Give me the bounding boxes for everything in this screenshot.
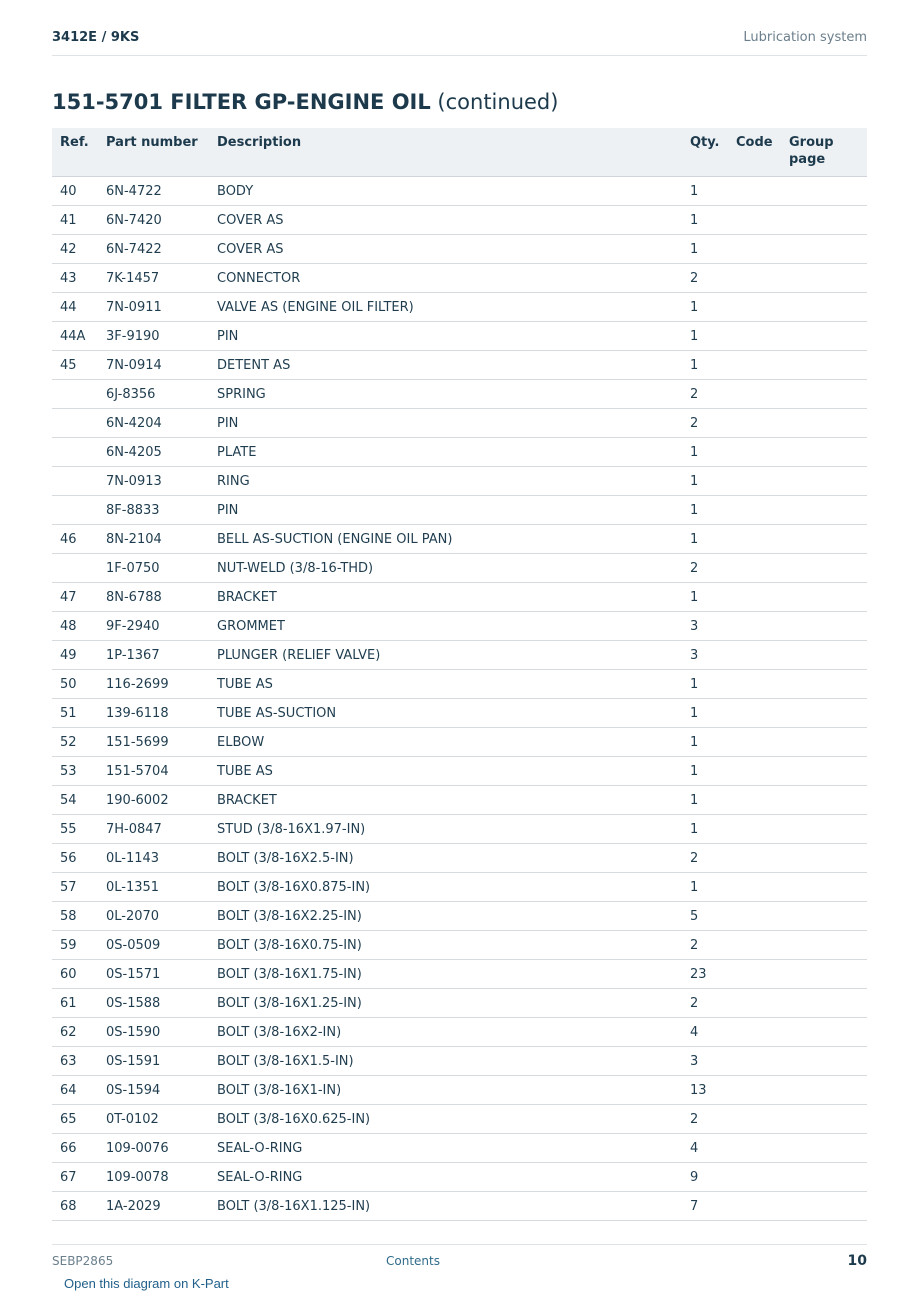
code-cell xyxy=(728,554,781,583)
group-page-cell xyxy=(781,728,867,757)
qty-cell: 1 xyxy=(682,757,728,786)
group-page-cell xyxy=(781,699,867,728)
code-cell xyxy=(728,467,781,496)
ref-cell xyxy=(52,380,98,409)
code-cell xyxy=(728,293,781,322)
description-cell: TUBE AS xyxy=(209,757,682,786)
description-cell: TUBE AS-SUCTION xyxy=(209,699,682,728)
ref-cell: 61 xyxy=(52,989,98,1018)
description-cell: GROMMET xyxy=(209,612,682,641)
table-row xyxy=(52,612,867,641)
code-cell xyxy=(728,960,781,989)
table-row xyxy=(52,670,867,699)
qty-cell: 1 xyxy=(682,351,728,380)
qty-cell: 2 xyxy=(682,264,728,293)
table-row xyxy=(52,1105,867,1134)
group-page-cell xyxy=(781,235,867,264)
table-row xyxy=(52,264,867,293)
table-row xyxy=(52,1134,867,1163)
description-cell: BOLT (3/8-16X0.625-IN) xyxy=(209,1105,682,1134)
part-number-cell: 6J-8356 xyxy=(98,380,209,409)
code-cell xyxy=(728,844,781,873)
code-cell xyxy=(728,931,781,960)
qty-cell: 2 xyxy=(682,409,728,438)
description-cell: BRACKET xyxy=(209,583,682,612)
qty-cell: 1 xyxy=(682,467,728,496)
ref-cell: 58 xyxy=(52,902,98,931)
ref-cell: 57 xyxy=(52,873,98,902)
ref-cell: 52 xyxy=(52,728,98,757)
ref-cell: 53 xyxy=(52,757,98,786)
description-cell: BRACKET xyxy=(209,786,682,815)
table-row xyxy=(52,525,867,554)
part-number-cell: 139-6118 xyxy=(98,699,209,728)
table-row xyxy=(52,728,867,757)
code-cell xyxy=(728,1076,781,1105)
group-page-cell xyxy=(781,409,867,438)
description-cell: BOLT (3/8-16X1.5-IN) xyxy=(209,1047,682,1076)
table-row xyxy=(52,235,867,264)
ref-cell: 49 xyxy=(52,641,98,670)
group-page-cell xyxy=(781,757,867,786)
code-cell xyxy=(728,1018,781,1047)
group-page-cell xyxy=(781,641,867,670)
part-number-cell: 7H-0847 xyxy=(98,815,209,844)
description-cell: BOLT (3/8-16X1.125-IN) xyxy=(209,1192,682,1221)
table-row xyxy=(52,380,867,409)
description-cell: VALVE AS (ENGINE OIL FILTER) xyxy=(209,293,682,322)
description-cell: NUT-WELD (3/8-16-THD) xyxy=(209,554,682,583)
group-page-cell xyxy=(781,438,867,467)
code-cell xyxy=(728,1105,781,1134)
ref-cell xyxy=(52,467,98,496)
description-cell: BOLT (3/8-16X2-IN) xyxy=(209,1018,682,1047)
qty-cell: 1 xyxy=(682,235,728,264)
code-cell xyxy=(728,1134,781,1163)
description-cell: PLATE xyxy=(209,438,682,467)
code-cell xyxy=(728,496,781,525)
part-number-cell: 6N-7422 xyxy=(98,235,209,264)
group-page-cell xyxy=(781,670,867,699)
qty-cell: 1 xyxy=(682,583,728,612)
ref-cell: 45 xyxy=(52,351,98,380)
description-cell: BOLT (3/8-16X0.875-IN) xyxy=(209,873,682,902)
ref-cell: 46 xyxy=(52,525,98,554)
description-cell: RING xyxy=(209,467,682,496)
page-header xyxy=(52,28,867,56)
qty-cell: 13 xyxy=(682,1076,728,1105)
table-row xyxy=(52,583,867,612)
table-header-row xyxy=(52,128,867,177)
part-number-cell: 190-6002 xyxy=(98,786,209,815)
table-row xyxy=(52,351,867,380)
table-row xyxy=(52,409,867,438)
description-cell: COVER AS xyxy=(209,235,682,264)
header-part-number: Part number xyxy=(98,128,209,177)
table-row xyxy=(52,293,867,322)
model-label: 3412E / 9KS xyxy=(52,30,140,45)
description-cell: PIN xyxy=(209,322,682,351)
ref-cell: 43 xyxy=(52,264,98,293)
description-cell: PLUNGER (RELIEF VALVE) xyxy=(209,641,682,670)
code-cell xyxy=(728,322,781,351)
group-page-cell xyxy=(781,1192,867,1221)
code-cell xyxy=(728,699,781,728)
table-row xyxy=(52,960,867,989)
ref-cell: 62 xyxy=(52,1018,98,1047)
table-row xyxy=(52,206,867,235)
qty-cell: 1 xyxy=(682,496,728,525)
qty-cell: 4 xyxy=(682,1134,728,1163)
table-row xyxy=(52,438,867,467)
qty-cell: 2 xyxy=(682,931,728,960)
table-row xyxy=(52,902,867,931)
kpart-diagram-link[interactable]: Open this diagram on K-Part xyxy=(64,1276,229,1291)
table-row xyxy=(52,815,867,844)
qty-cell: 7 xyxy=(682,1192,728,1221)
part-number-cell: 0L-1143 xyxy=(98,844,209,873)
qty-cell: 1 xyxy=(682,699,728,728)
description-cell: BELL AS-SUCTION (ENGINE OIL PAN) xyxy=(209,525,682,554)
ref-cell: 51 xyxy=(52,699,98,728)
part-number-cell: 8N-6788 xyxy=(98,583,209,612)
qty-cell: 2 xyxy=(682,1105,728,1134)
table-row xyxy=(52,844,867,873)
code-cell xyxy=(728,989,781,1018)
code-cell xyxy=(728,1047,781,1076)
ref-cell xyxy=(52,409,98,438)
code-cell xyxy=(728,612,781,641)
table-row xyxy=(52,1018,867,1047)
code-cell xyxy=(728,525,781,554)
ref-cell: 67 xyxy=(52,1163,98,1192)
code-cell xyxy=(728,206,781,235)
table-row xyxy=(52,757,867,786)
page-footer xyxy=(52,1244,867,1275)
group-page-cell xyxy=(781,931,867,960)
group-page-cell xyxy=(781,1018,867,1047)
qty-cell: 2 xyxy=(682,380,728,409)
group-page-cell xyxy=(781,583,867,612)
ref-cell: 65 xyxy=(52,1105,98,1134)
parts-table xyxy=(52,128,867,1221)
description-cell: BOLT (3/8-16X1.25-IN) xyxy=(209,989,682,1018)
description-cell: SEAL-O-RING xyxy=(209,1163,682,1192)
table-row xyxy=(52,1163,867,1192)
group-page-cell xyxy=(781,815,867,844)
table-row xyxy=(52,1047,867,1076)
description-cell: COVER AS xyxy=(209,206,682,235)
group-page-cell xyxy=(781,554,867,583)
table-row xyxy=(52,1192,867,1221)
qty-cell: 4 xyxy=(682,1018,728,1047)
qty-cell: 2 xyxy=(682,844,728,873)
part-number-cell: 8N-2104 xyxy=(98,525,209,554)
qty-cell: 2 xyxy=(682,554,728,583)
description-cell: BODY xyxy=(209,177,682,206)
part-number-cell: 7N-0911 xyxy=(98,293,209,322)
part-number-cell: 0L-1351 xyxy=(98,873,209,902)
part-number-cell: 0S-1571 xyxy=(98,960,209,989)
description-cell: BOLT (3/8-16X1-IN) xyxy=(209,1076,682,1105)
description-cell: BOLT (3/8-16X2.5-IN) xyxy=(209,844,682,873)
code-cell xyxy=(728,380,781,409)
qty-cell: 1 xyxy=(682,670,728,699)
description-cell: CONNECTOR xyxy=(209,264,682,293)
page-title xyxy=(52,90,558,114)
description-cell: TUBE AS xyxy=(209,670,682,699)
ref-cell: 66 xyxy=(52,1134,98,1163)
table-row xyxy=(52,786,867,815)
ref-cell: 68 xyxy=(52,1192,98,1221)
group-page-cell xyxy=(781,496,867,525)
group-page-cell xyxy=(781,902,867,931)
qty-cell: 3 xyxy=(682,641,728,670)
code-cell xyxy=(728,264,781,293)
part-number-cell: 8F-8833 xyxy=(98,496,209,525)
group-page-cell xyxy=(781,264,867,293)
ref-cell xyxy=(52,438,98,467)
qty-cell: 1 xyxy=(682,293,728,322)
qty-cell: 1 xyxy=(682,786,728,815)
part-number-cell: 1A-2029 xyxy=(98,1192,209,1221)
ref-cell xyxy=(52,554,98,583)
code-cell xyxy=(728,873,781,902)
code-cell xyxy=(728,1163,781,1192)
ref-cell: 44 xyxy=(52,293,98,322)
part-number-cell: 6N-4722 xyxy=(98,177,209,206)
group-page-cell xyxy=(781,467,867,496)
page-number: 10 xyxy=(847,1253,867,1269)
part-number-cell: 9F-2940 xyxy=(98,612,209,641)
description-cell: BOLT (3/8-16X0.75-IN) xyxy=(209,931,682,960)
ref-cell: 47 xyxy=(52,583,98,612)
ref-cell: 63 xyxy=(52,1047,98,1076)
ref-cell: 64 xyxy=(52,1076,98,1105)
ref-cell: 48 xyxy=(52,612,98,641)
part-number-cell: 0T-0102 xyxy=(98,1105,209,1134)
group-page-cell xyxy=(781,206,867,235)
part-number-cell: 0S-1591 xyxy=(98,1047,209,1076)
description-cell: SPRING xyxy=(209,380,682,409)
qty-cell: 1 xyxy=(682,728,728,757)
group-page-cell xyxy=(781,612,867,641)
group-page-cell xyxy=(781,351,867,380)
qty-cell: 1 xyxy=(682,873,728,902)
code-cell xyxy=(728,235,781,264)
ref-cell: 41 xyxy=(52,206,98,235)
part-number-cell: 109-0076 xyxy=(98,1134,209,1163)
ref-cell xyxy=(52,496,98,525)
qty-cell: 1 xyxy=(682,815,728,844)
group-page-cell xyxy=(781,293,867,322)
group-page-cell xyxy=(781,1047,867,1076)
table-row xyxy=(52,699,867,728)
ref-cell: 56 xyxy=(52,844,98,873)
part-number-cell: 0L-2070 xyxy=(98,902,209,931)
section-label: Lubrication system xyxy=(743,30,867,45)
description-cell: DETENT AS xyxy=(209,351,682,380)
group-page-cell xyxy=(781,1105,867,1134)
description-cell: STUD (3/8-16X1.97-IN) xyxy=(209,815,682,844)
code-cell xyxy=(728,351,781,380)
group-page-cell xyxy=(781,1076,867,1105)
qty-cell: 1 xyxy=(682,177,728,206)
ref-cell: 44A xyxy=(52,322,98,351)
header-group-page: Group page xyxy=(781,128,867,177)
table-row xyxy=(52,322,867,351)
description-cell: PIN xyxy=(209,496,682,525)
part-number-cell: 7N-0914 xyxy=(98,351,209,380)
ref-cell: 60 xyxy=(52,960,98,989)
title-main: 151-5701 FILTER GP-ENGINE OIL xyxy=(52,90,431,114)
parts-table-body xyxy=(52,177,867,1221)
description-cell: PIN xyxy=(209,409,682,438)
ref-cell: 50 xyxy=(52,670,98,699)
group-page-cell xyxy=(781,525,867,554)
ref-cell: 42 xyxy=(52,235,98,264)
part-number-cell: 151-5699 xyxy=(98,728,209,757)
group-page-cell xyxy=(781,1163,867,1192)
part-number-cell: 116-2699 xyxy=(98,670,209,699)
code-cell xyxy=(728,815,781,844)
contents-link[interactable]: Contents xyxy=(386,1254,440,1268)
code-cell xyxy=(728,902,781,931)
table-row xyxy=(52,931,867,960)
group-page-cell xyxy=(781,989,867,1018)
part-number-cell: 6N-4205 xyxy=(98,438,209,467)
code-cell xyxy=(728,177,781,206)
part-number-cell: 3F-9190 xyxy=(98,322,209,351)
qty-cell: 1 xyxy=(682,525,728,554)
part-number-cell: 6N-4204 xyxy=(98,409,209,438)
table-row xyxy=(52,1076,867,1105)
part-number-cell: 151-5704 xyxy=(98,757,209,786)
qty-cell: 1 xyxy=(682,438,728,467)
table-row xyxy=(52,989,867,1018)
group-page-cell xyxy=(781,380,867,409)
group-page-cell xyxy=(781,177,867,206)
code-cell xyxy=(728,786,781,815)
part-number-cell: 0S-0509 xyxy=(98,931,209,960)
group-page-cell xyxy=(781,960,867,989)
qty-cell: 2 xyxy=(682,989,728,1018)
code-cell xyxy=(728,641,781,670)
code-cell xyxy=(728,670,781,699)
part-number-cell: 6N-7420 xyxy=(98,206,209,235)
part-number-cell: 0S-1594 xyxy=(98,1076,209,1105)
qty-cell: 3 xyxy=(682,612,728,641)
table-row xyxy=(52,873,867,902)
ref-cell: 59 xyxy=(52,931,98,960)
qty-cell: 5 xyxy=(682,902,728,931)
header-qty: Qty. xyxy=(682,128,728,177)
table-row xyxy=(52,177,867,206)
part-number-cell: 0S-1590 xyxy=(98,1018,209,1047)
group-page-cell xyxy=(781,1134,867,1163)
group-page-cell xyxy=(781,873,867,902)
code-cell xyxy=(728,438,781,467)
code-cell xyxy=(728,1192,781,1221)
table-row xyxy=(52,554,867,583)
qty-cell: 9 xyxy=(682,1163,728,1192)
document-id: SEBP2865 xyxy=(52,1254,114,1268)
description-cell: SEAL-O-RING xyxy=(209,1134,682,1163)
ref-cell: 40 xyxy=(52,177,98,206)
table-row xyxy=(52,641,867,670)
qty-cell: 23 xyxy=(682,960,728,989)
qty-cell: 1 xyxy=(682,322,728,351)
group-page-cell xyxy=(781,844,867,873)
ref-cell: 54 xyxy=(52,786,98,815)
code-cell xyxy=(728,409,781,438)
header-description: Description xyxy=(209,128,682,177)
description-cell: ELBOW xyxy=(209,728,682,757)
part-number-cell: 109-0078 xyxy=(98,1163,209,1192)
part-number-cell: 1F-0750 xyxy=(98,554,209,583)
ref-cell: 55 xyxy=(52,815,98,844)
group-page-cell xyxy=(781,322,867,351)
qty-cell: 1 xyxy=(682,206,728,235)
title-suffix: (continued) xyxy=(430,90,559,114)
code-cell xyxy=(728,583,781,612)
code-cell xyxy=(728,757,781,786)
description-cell: BOLT (3/8-16X1.75-IN) xyxy=(209,960,682,989)
part-number-cell: 1P-1367 xyxy=(98,641,209,670)
part-number-cell: 7N-0913 xyxy=(98,467,209,496)
part-number-cell: 0S-1588 xyxy=(98,989,209,1018)
header-code: Code xyxy=(728,128,781,177)
table-row xyxy=(52,467,867,496)
qty-cell: 3 xyxy=(682,1047,728,1076)
part-number-cell: 7K-1457 xyxy=(98,264,209,293)
table-row xyxy=(52,496,867,525)
header-ref: Ref. xyxy=(52,128,98,177)
code-cell xyxy=(728,728,781,757)
description-cell: BOLT (3/8-16X2.25-IN) xyxy=(209,902,682,931)
group-page-cell xyxy=(781,786,867,815)
